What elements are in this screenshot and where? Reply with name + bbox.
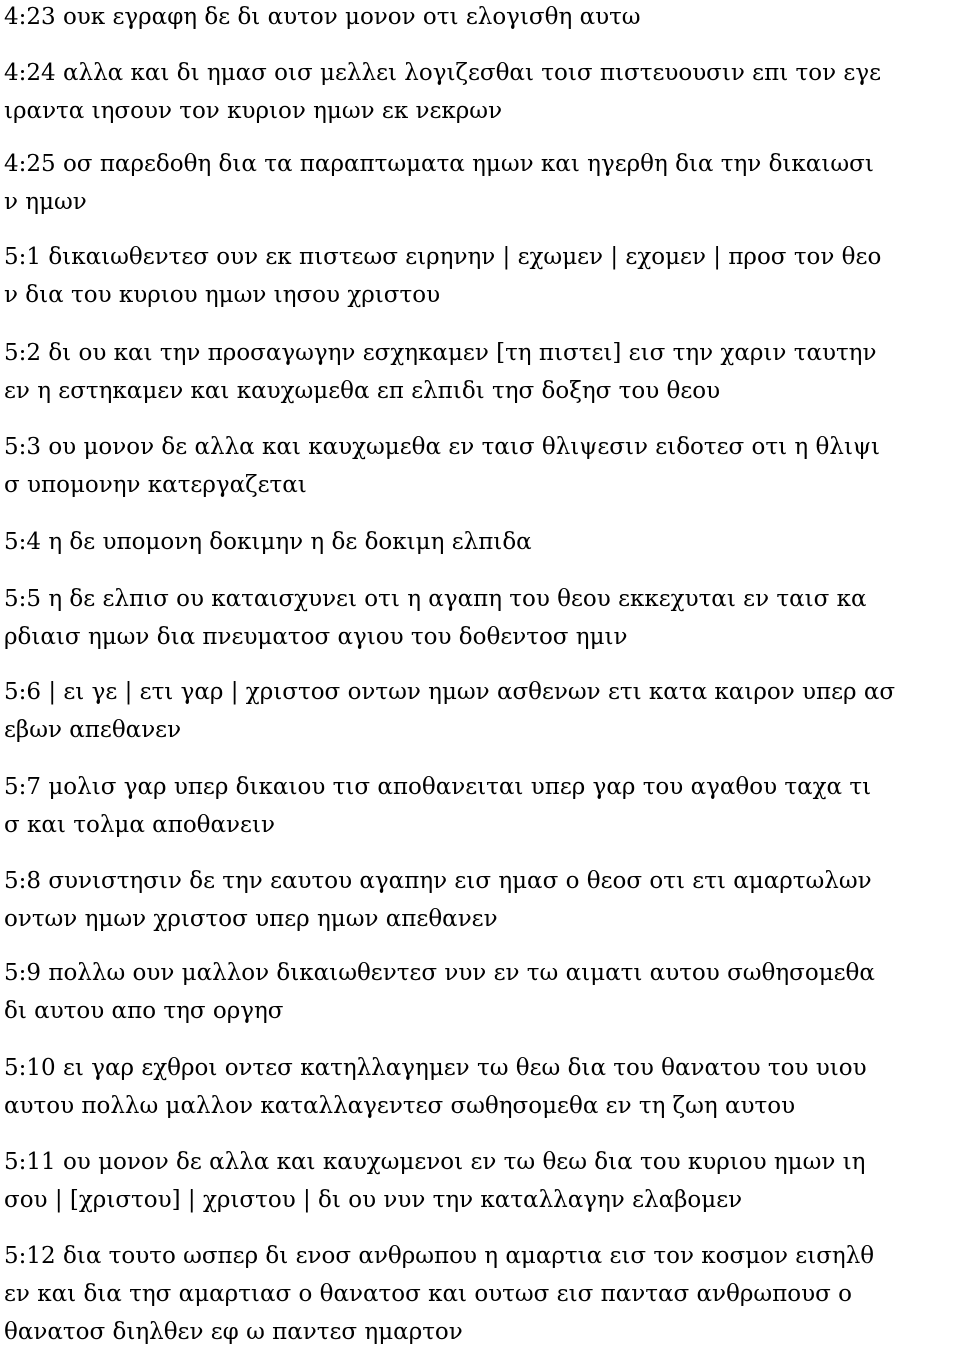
verse-4-23 xyxy=(4,0,959,36)
verse-line: 5:8 συνιστησιν δε την εαυτου αγαπην εισ ημασ ο θεοσ οτι ετι αμαρτωλων xyxy=(4,868,872,894)
verse-5-10 xyxy=(4,1049,959,1125)
verse-line: ν ημων xyxy=(4,189,87,215)
verse-line: 5:10 ει γαρ εχθροι οντεσ κατηλλαγημεν τω θεω δια του θανατου του υιου xyxy=(4,1055,867,1081)
verse-line: σ και τολμα αποθανειν xyxy=(4,812,275,838)
verse-line: ν δια του κυριου ημων ιησου χριστου xyxy=(4,282,441,308)
verse-line: ρδιαισ ημων δια πνευματοσ αγιου του δοθεντοσ ημιν xyxy=(4,624,628,650)
verse-5-1 xyxy=(4,238,959,314)
verse-line: σ υπομονην κατεργαζεται xyxy=(4,472,307,498)
verse-line: εβων απεθανεν xyxy=(4,717,182,743)
verse-line: 5:7 μολισ γαρ υπερ δικαιου τισ αποθανειται υπερ γαρ του αγαθου ταχα τι xyxy=(4,774,872,800)
verse-5-9 xyxy=(4,954,959,1030)
verse-line: οντων ημων χριστοσ υπερ ημων απεθανεν xyxy=(4,906,498,932)
verse-line: 5:11 ου μονον δε αλλα και καυχωμενοι εν τω θεω δια του κυριου ημων ιη xyxy=(4,1149,866,1175)
verse-line: εν και δια τησ αμαρτιασ ο θανατοσ και ουτωσ εισ παντασ ανθρωπουσ ο xyxy=(4,1281,852,1307)
verse-line: δι αυτου απο τησ οργησ xyxy=(4,998,284,1024)
verse-line: 4:23 ουκ εγραφη δε δι αυτον μονον οτι ελογισθη αυτω xyxy=(4,4,641,30)
verse-5-3 xyxy=(4,428,959,504)
verse-line: αυτου πολλω μαλλον καταλλαγεντεσ σωθησομεθα εν τη ζωη αυτου xyxy=(4,1093,796,1119)
verse-line: εν η εστηκαμεν και καυχωμεθα επ ελπιδι τησ δοξησ του θεου xyxy=(4,378,721,404)
verse-5-5 xyxy=(4,580,959,656)
verse-5-8 xyxy=(4,862,959,938)
verse-line: ιραντα ιησουν τον κυριον ημων εκ νεκρων xyxy=(4,98,503,124)
verse-4-25 xyxy=(4,145,959,221)
verse-line: σου | [χριστου] | χριστου | δι ου νυν την καταλλαγην ελαβομεν xyxy=(4,1187,743,1213)
verse-4-24 xyxy=(4,54,959,130)
verse-5-4 xyxy=(4,523,959,561)
verse-5-7 xyxy=(4,768,959,844)
verse-line: 5:4 η δε υπομονη δοκιμην η δε δοκιμη ελπιδα xyxy=(4,529,532,555)
verse-5-12 xyxy=(4,1237,959,1351)
verse-line: 5:1 δικαιωθεντεσ ουν εκ πιστεωσ ειρηνην | εχωμεν | εχομεν | προσ τον θεο xyxy=(4,244,882,270)
verse-line: 4:25 οσ παρεδοθη δια τα παραπτωματα ημων και ηγερθη δια την δικαιωσι xyxy=(4,151,874,177)
verse-line: 5:6 | ει γε | ετι γαρ | χριστοσ οντων ημων ασθενων ετι κατα καιρον υπερ ασ xyxy=(4,679,896,705)
verse-5-11 xyxy=(4,1143,959,1219)
verse-line: θανατοσ διηλθεν εφ ω παντεσ ημαρτον xyxy=(4,1319,463,1345)
verse-line: 5:9 πολλω ουν μαλλον δικαιωθεντεσ νυν εν τω αιματι αυτου σωθησομεθα xyxy=(4,960,875,986)
verse-line: 5:5 η δε ελπισ ου καταισχυνει οτι η αγαπη του θεου εκκεχυται εν ταισ κα xyxy=(4,586,867,612)
verse-5-2 xyxy=(4,334,959,410)
verse-line: 5:3 ου μονον δε αλλα και καυχωμεθα εν ταισ θλιψεσιν ειδοτεσ οτι η θλιψι xyxy=(4,434,881,460)
verse-line: 4:24 αλλα και δι ημασ οισ μελλει λογιζεσθαι τοισ πιστευουσιν επι τον εγε xyxy=(4,60,881,86)
verse-line: 5:2 δι ου και την προσαγωγην εσχηκαμεν [τη πιστει] εισ την χαριν ταυτην xyxy=(4,340,877,366)
verse-line: 5:12 δια τουτο ωσπερ δι ενοσ ανθρωπου η αμαρτια εισ τον κοσμον εισηλθ xyxy=(4,1243,875,1269)
verse-5-6 xyxy=(4,673,959,749)
